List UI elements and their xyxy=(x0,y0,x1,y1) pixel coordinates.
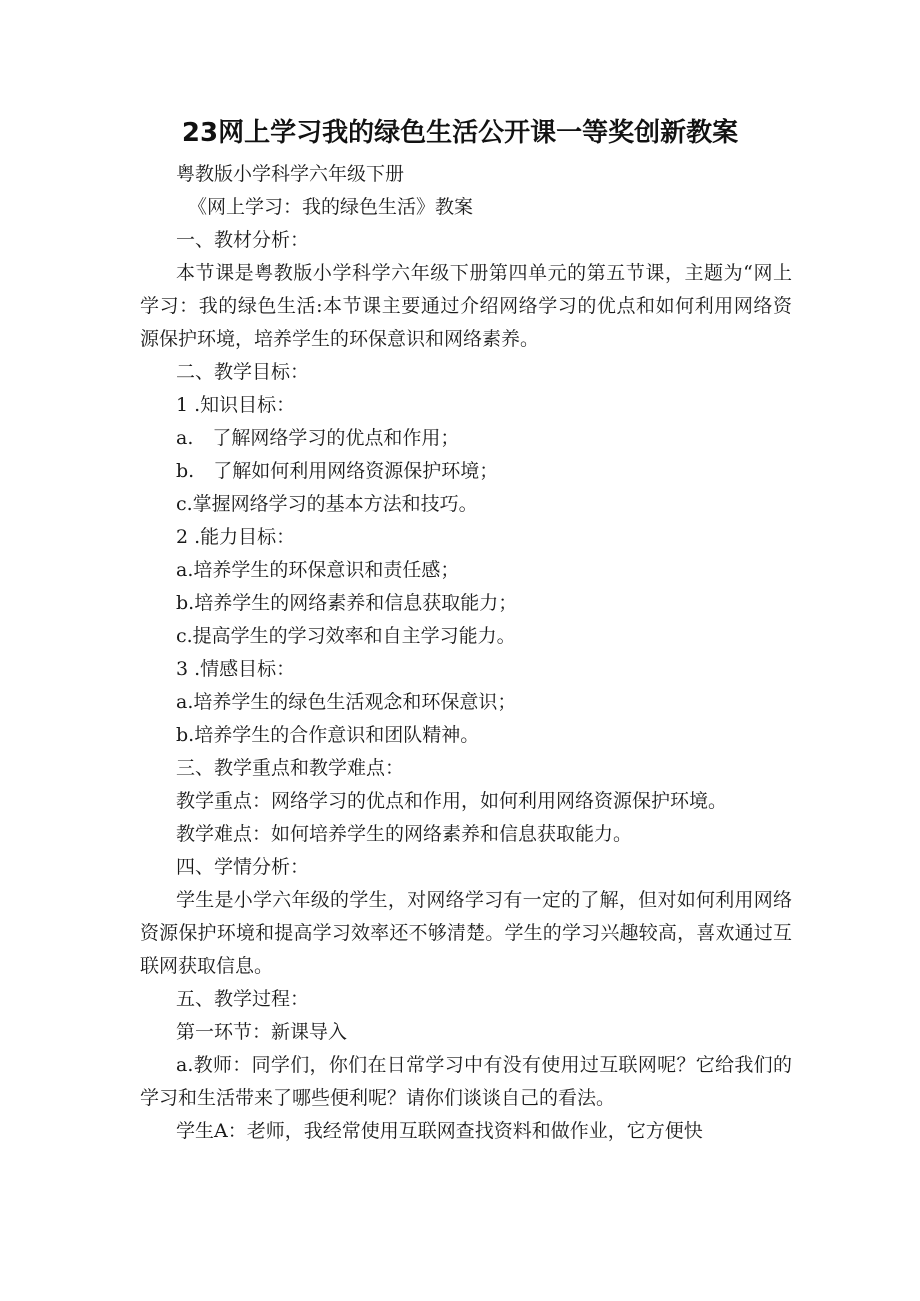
paragraph: 第一环节：新课导入 xyxy=(176,1021,348,1043)
paragraph: 教学重点：网络学习的优点和作用，如何利用网络资源保护环境。 xyxy=(176,790,728,812)
paragraph: 3 .情感目标： xyxy=(176,658,296,680)
paragraph: b.培养学生的网络素养和信息获取能力； xyxy=(176,592,518,614)
paragraph: 本节课是粤教版小学科学六年级下册第四单元的第五节课，主题为“网上学习：我的绿色生活:本节课主要通过介绍网络学习的优点和如何利用网络资源保护环境，培养学生的环保意识和网络素养。 xyxy=(140,262,792,350)
paragraph: 一、教材分析： xyxy=(176,229,310,251)
paragraph: 教学难点：如何培养学生的网络素养和信息获取能力。 xyxy=(176,823,633,845)
paragraph: b.培养学生的合作意识和团队精神。 xyxy=(176,724,480,746)
paragraph: 二、教学目标： xyxy=(176,361,310,383)
paragraph: 学生是小学六年级的学生，对网络学习有一定的了解，但对如何利用网络资源保护环境和提高学习效率还不够清楚。学生的学习兴趣较高，喜欢通过互联网获取信息。 xyxy=(140,889,792,977)
paragraph: b. 了解如何利用网络资源保护环境； xyxy=(176,460,499,482)
paragraph: 五、教学过程： xyxy=(176,988,310,1010)
paragraph: 《网上学习：我的绿色生活》教案 xyxy=(188,196,474,218)
document-body xyxy=(140,158,792,1148)
paragraph: 2 .能力目标： xyxy=(176,526,296,548)
paragraph: c.掌握网络学习的基本方法和技巧。 xyxy=(176,493,478,515)
paragraph: 粤教版小学科学六年级下册 xyxy=(176,163,405,185)
paragraph: c.提高学生的学习效率和自主学习能力。 xyxy=(176,625,516,647)
paragraph: a.培养学生的环保意识和责任感； xyxy=(176,559,460,581)
paragraph: a.培养学生的绿色生活观念和环保意识； xyxy=(176,691,517,713)
paragraph: a.教师：同学们，你们在日常学习中有没有使用过互联网呢？它给我们的学习和生活带来了哪些便利呢？请你们谈谈自己的看法。 xyxy=(140,1054,792,1109)
paragraph: 三、教学重点和教学难点： xyxy=(176,757,405,779)
paragraph: 四、学情分析： xyxy=(176,856,310,878)
paragraph: 1 .知识目标： xyxy=(176,394,296,416)
paragraph: 学生A：老师，我经常使用互联网查找资料和做作业，它方便快 xyxy=(176,1120,703,1142)
paragraph: a. 了解网络学习的优点和作用； xyxy=(176,427,460,449)
document-title: 23网上学习我的绿色生活公开课一等奖创新教案 xyxy=(181,118,739,148)
